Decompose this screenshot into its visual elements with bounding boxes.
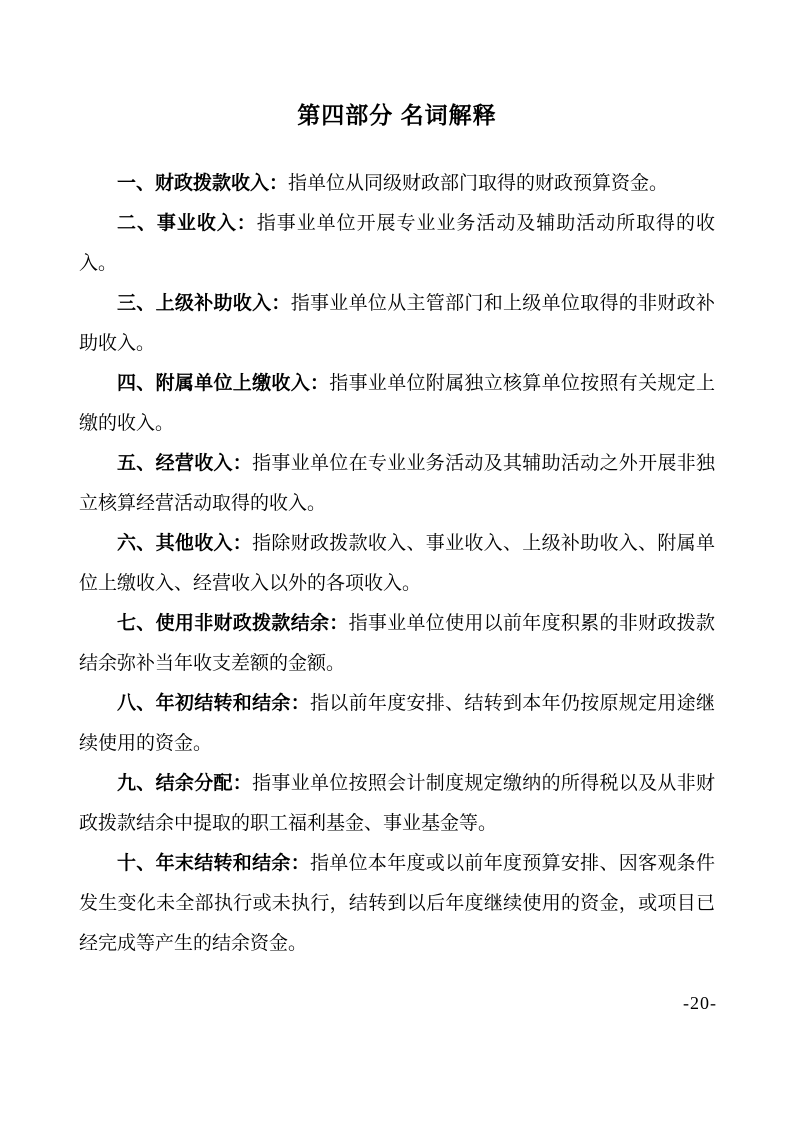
definition-text: 指除财政拨款收入、事业收入、上级补助收入、附属单位上缴收入、经营收入以外的各项收入。 <box>79 533 715 594</box>
definition-paragraph <box>79 204 715 284</box>
definition-paragraph <box>79 164 715 204</box>
definition-text: 指事业单位按照会计制度规定缴纳的所得税以及从非财政拨款结余中提取的职工福利基金、事业基金等。 <box>79 773 715 834</box>
definition-text: 指单位本年度或以前年度预算安排、因客观条件发生变化未全部执行或未执行，结转到以后年度继续使用的资金，或项目已经完成等产生的结余资金。 <box>79 853 715 954</box>
definition-term: 九、结余分配： <box>117 773 253 794</box>
definition-text: 指事业单位附属独立核算单位按照有关规定上缴的收入。 <box>79 373 715 434</box>
page-number: -20- <box>683 993 717 1013</box>
definition-text: 指以前年度安排、结转到本年仍按原规定用途继续使用的资金。 <box>79 693 715 754</box>
definition-term: 五、经营收入： <box>117 453 253 474</box>
definition-paragraph <box>79 764 715 844</box>
definition-term: 三、上级补助收入： <box>117 293 291 314</box>
definition-paragraph <box>79 284 715 364</box>
definition-term: 七、使用非财政拨款结余： <box>117 613 349 634</box>
definition-text: 指事业单位从主管部门和上级单位取得的非财政补助收入。 <box>79 293 715 354</box>
definition-term: 八、年初结转和结余： <box>117 693 310 714</box>
definition-paragraph <box>79 684 715 764</box>
definition-term: 十、年末结转和结余： <box>117 853 310 874</box>
definition-paragraph <box>79 444 715 524</box>
definition-text: 指事业单位使用以前年度积累的非财政拨款结余弥补当年收支差额的金额。 <box>79 613 715 674</box>
definition-paragraph <box>79 604 715 684</box>
definition-text: 指事业单位在专业业务活动及其辅助活动之外开展非独立核算经营活动取得的收入。 <box>79 453 715 514</box>
page-title: 第四部分 名词解释 <box>297 102 497 128</box>
definition-term: 一、财政拨款收入： <box>117 173 289 194</box>
definition-term: 二、事业收入： <box>117 213 257 234</box>
definition-term: 六、其他收入： <box>117 533 253 554</box>
definition-paragraph <box>79 524 715 604</box>
definition-paragraph <box>79 364 715 444</box>
definitions-list <box>79 164 715 964</box>
definition-text: 指单位从同级财政部门取得的财政预算资金。 <box>288 173 669 194</box>
definition-paragraph <box>79 844 715 964</box>
definition-text: 指事业单位开展专业业务活动及辅助活动所取得的收入。 <box>79 213 715 274</box>
definition-term: 四、附属单位上缴收入： <box>117 373 330 394</box>
